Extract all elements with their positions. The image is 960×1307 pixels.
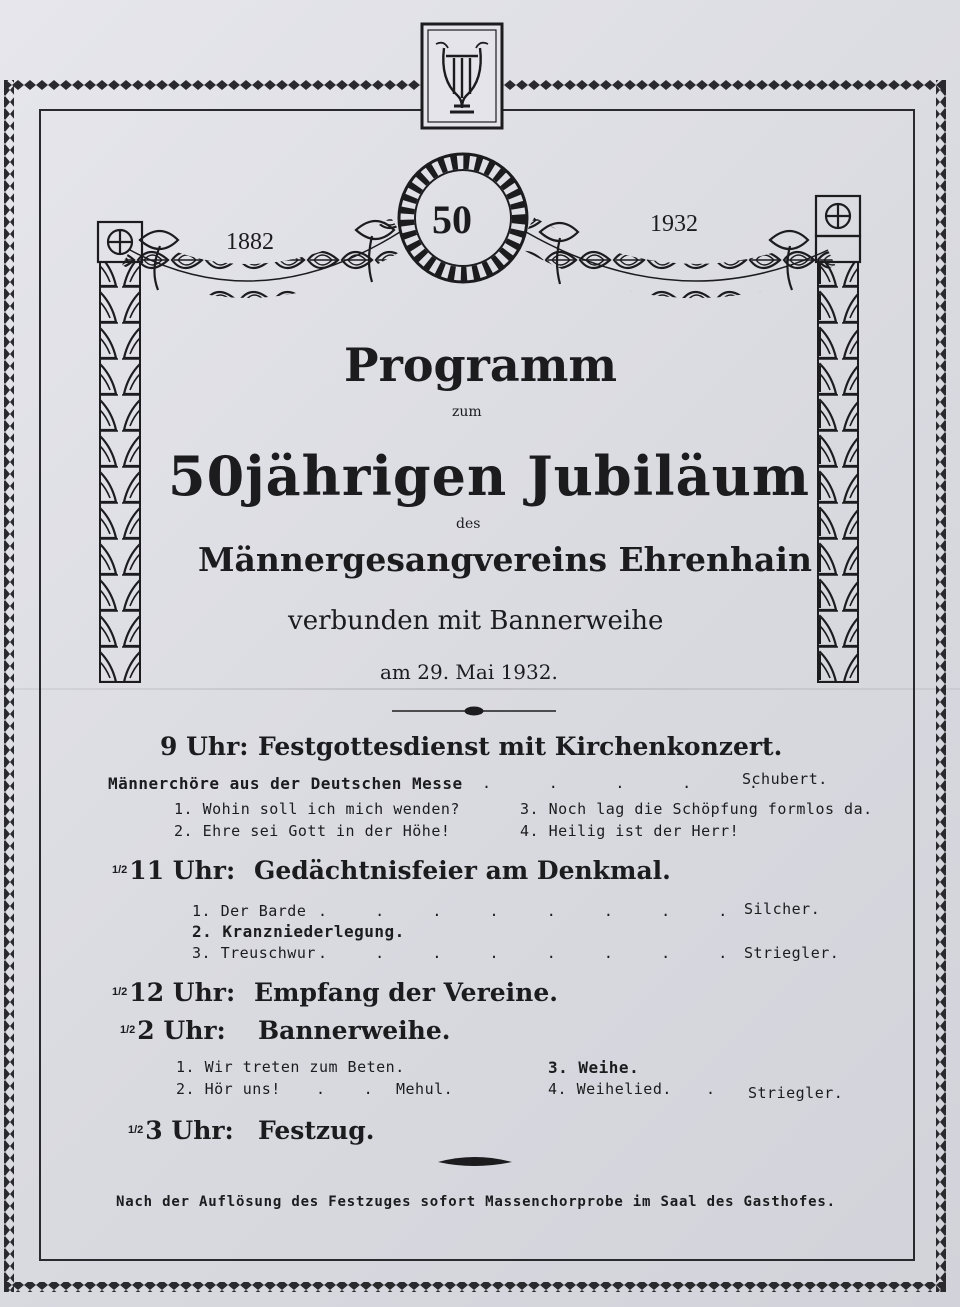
composer-striegler: Striegler. [744,944,840,962]
emblem-number: 50 [432,197,472,242]
dot-leader: . . . . . [482,774,759,792]
separator-ornament [392,707,556,715]
title-jubilaeum: 50jährigen Jubiläum [168,444,811,508]
composer-mehul: Mehul. [396,1080,454,1098]
dot-leader: . [706,1080,716,1098]
section-title-gedaechtnisfeier: Gedächtnisfeier am Denkmal. [254,856,671,885]
title-verein: Männergesangvereins Ehrenhain [198,540,812,579]
composer-striegler-2: Striegler. [748,1084,844,1102]
time-half-3: $^{1/2}$3 Uhr: [128,1116,234,1145]
song-item: 1. Wohin soll ich mich wenden? [174,800,460,818]
dot-leader: . . . . . . . . [318,944,728,962]
song-item: 4. Weihelied. [548,1080,672,1098]
section-intro: Männerchöre aus der Deutschen Messe [108,774,463,793]
song-item: 2. Hör uns! [176,1080,281,1098]
composer-silcher: Silcher. [744,900,821,918]
section-title-empfang: Empfang der Vereine. [254,978,558,1007]
song-item: 2. Ehre sei Gott in der Höhe! [174,822,451,840]
title-programm: Programm [344,338,618,392]
title-zum: zum [452,404,482,420]
section-title-festzug: Festzug. [258,1116,375,1145]
time-half-11: $^{1/2}$11 Uhr: [112,856,236,885]
section-title-festgottesdienst: Festgottesdienst mit Kirchenkonzert. [258,732,783,761]
event-date: am 29. Mai 1932. [380,660,558,684]
song-item: 3. Treuschwur [192,944,316,962]
dot-leader: . . . . . . . . [318,902,728,920]
time-half-12: $^{1/2}$12 Uhr: [112,978,236,1007]
section-title-bannerweihe: Bannerweihe. [258,1016,451,1045]
dot-leader: . . [316,1080,374,1098]
year-right: 1932 [650,211,698,237]
separator-ornament-bottom [438,1157,512,1166]
song-item: 2. Kranzniederlegung. [192,922,405,941]
song-item: 1. Wir treten zum Beten. [176,1058,405,1076]
song-item: 1. Der Barde [192,902,307,920]
year-left: 1882 [226,229,274,255]
title-bannerweihe: verbunden mit Bannerweihe [288,606,664,636]
song-item: 4. Heilig ist der Herr! [520,822,740,840]
title-des: des [456,516,481,532]
composer-schubert: Schubert. [742,770,828,788]
song-item: 3. Weihe. [548,1058,640,1077]
song-item: 3. Noch lag die Schöpfung formlos da. [520,800,873,818]
time-half-2: $^{1/2}$2 Uhr: [120,1016,226,1045]
footer-note: Nach der Auflösung des Festzuges sofort Massenchorprobe im Saal des Gasthofes. [116,1194,836,1210]
time-9: 9 Uhr: [160,732,249,761]
